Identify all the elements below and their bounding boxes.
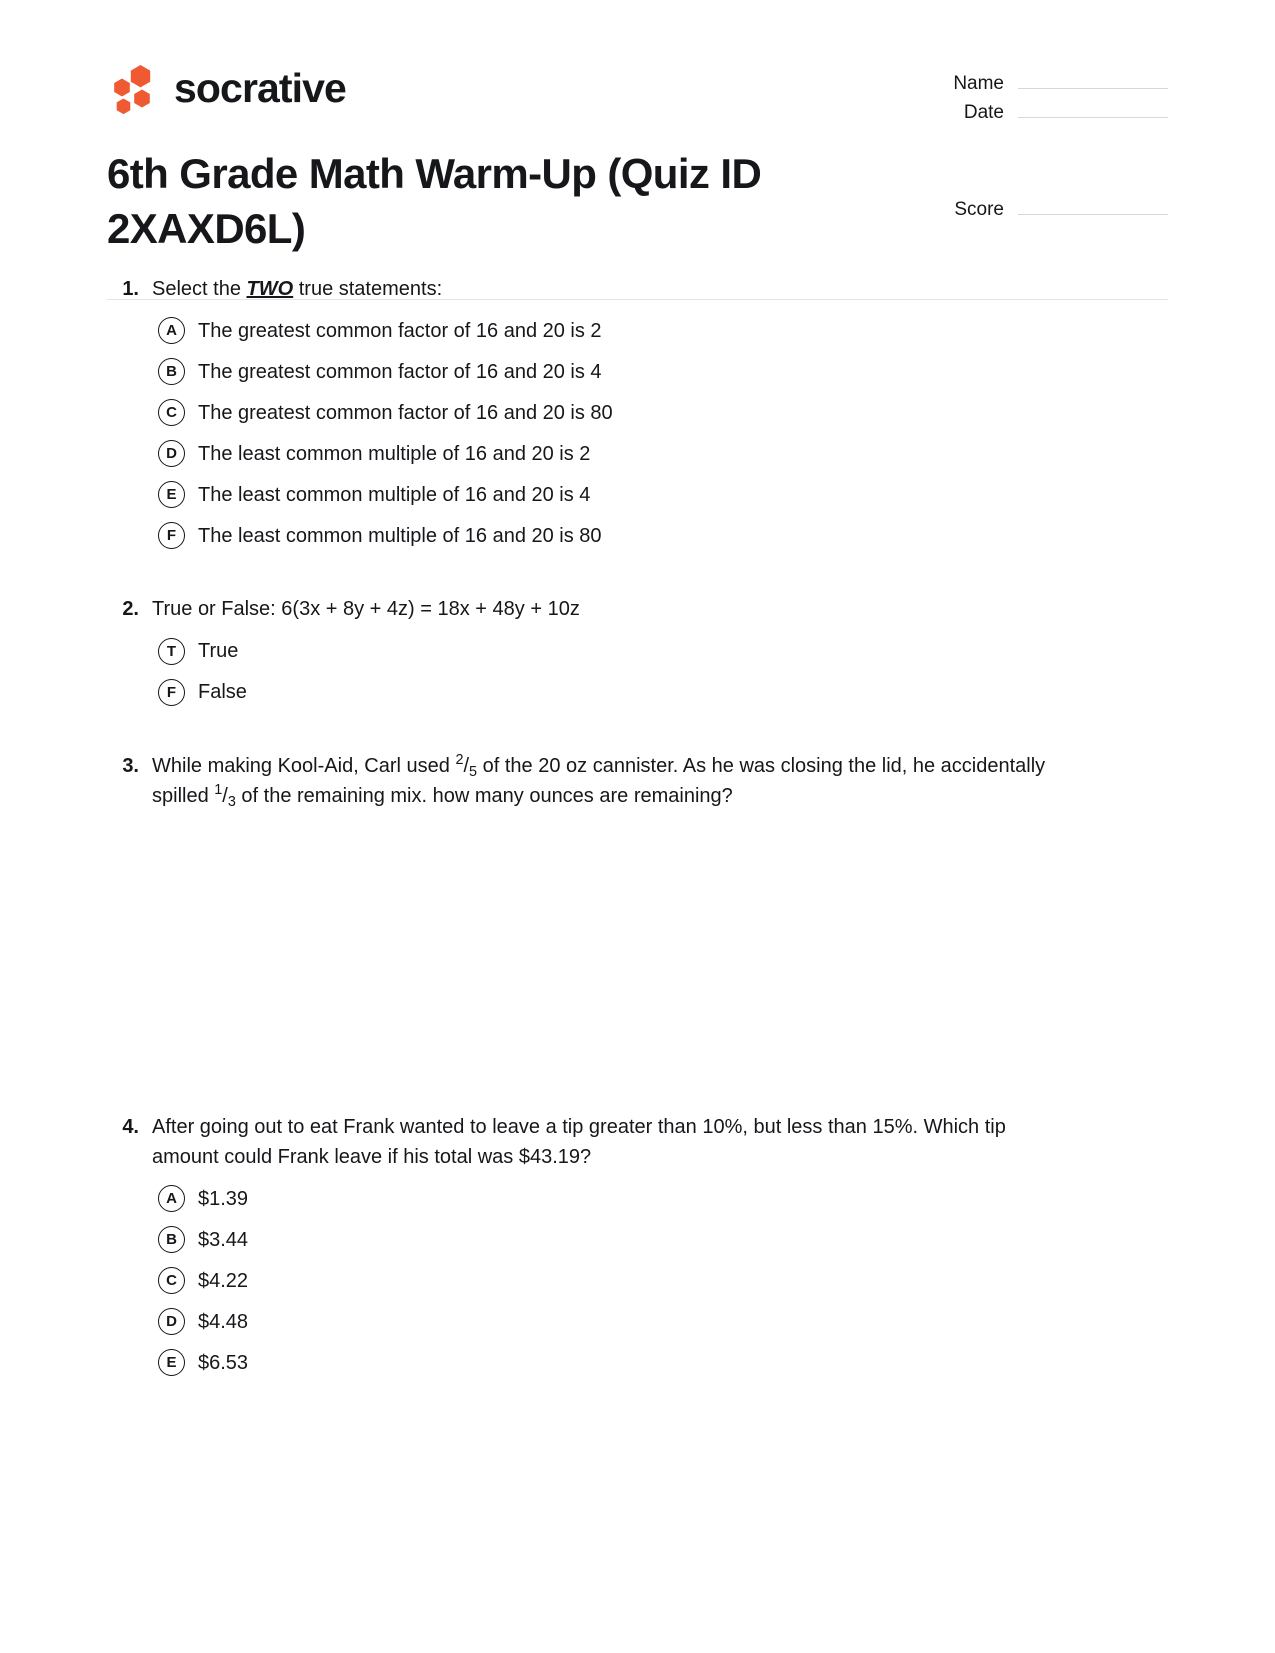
choice-4a-text: $1.39 (198, 1187, 249, 1210)
choice-1b[interactable] (107, 351, 1168, 392)
choice-4e-bubble[interactable]: E (158, 1349, 185, 1376)
socrative-hexagon-logo-icon (107, 62, 159, 114)
question-4-choices (107, 1178, 1168, 1383)
date-label: Date (963, 102, 1004, 123)
fraction-one-third-denominator: 3 (227, 794, 236, 811)
choice-1c-text: The greatest common factor of 16 and 20 is 80 (198, 401, 613, 424)
choice-1c-bubble[interactable]: C (158, 399, 185, 426)
choice-1f-text: The least common multiple of 16 and 20 is 80 (198, 524, 602, 547)
question-3-head (107, 751, 1168, 812)
question-1-emphasis: TWO (246, 278, 294, 300)
choice-2-true-bubble[interactable]: T (158, 638, 185, 665)
question-2-choices (107, 631, 1168, 713)
question-3-work-space[interactable] (107, 812, 1168, 1112)
question-4-head (107, 1112, 1168, 1173)
fraction-two-fifths-numerator: 2 (455, 751, 464, 768)
question-4-text: After going out to eat Frank wanted to leave a tip greater than 10%, but less than 15%. Which tip amount could Frank leave if his total was $43.19? (152, 1115, 1006, 1168)
choice-4d-bubble[interactable]: D (158, 1308, 185, 1335)
question-3-text-part3: of the remaining mix. how many ounces are remaining? (235, 785, 733, 808)
question-2-head (107, 594, 1168, 624)
choice-4e-text: $6.53 (198, 1351, 249, 1374)
question-3-number: 3. (122, 754, 139, 777)
question-3-text (152, 751, 1057, 812)
choice-2-true-text: True (198, 640, 239, 663)
question-1-text (152, 274, 1168, 304)
name-field-row (928, 70, 1168, 99)
question-2-number: 2. (122, 598, 139, 621)
student-meta-fields (928, 70, 1168, 128)
question-3-text-part1: While making Kool-Aid, Carl used (152, 754, 456, 777)
name-label: Name (953, 73, 1004, 94)
socrative-wordmark: socrative (174, 64, 346, 111)
spacer-after-q2 (107, 713, 1168, 751)
choice-4a[interactable] (107, 1178, 1168, 1219)
question-1 (107, 274, 1168, 556)
choice-1b-text: The greatest common factor of 16 and 20 is 4 (198, 360, 602, 383)
date-write-line[interactable] (1018, 99, 1168, 118)
choice-4a-bubble[interactable]: A (158, 1185, 185, 1212)
page-title: 6th Grade Math Warm-Up (Quiz ID 2XAXD6L) (107, 150, 762, 253)
choice-4b-text: $3.44 (198, 1228, 249, 1251)
question-3-text-part2: of the 20 oz cannister. As he was closing the lid, he accidentally spilled (152, 754, 1046, 808)
choice-4e[interactable] (107, 1342, 1168, 1383)
fraction-two-fifths-denominator: 5 (469, 763, 478, 780)
choice-1e-text: The least common multiple of 16 and 20 is 4 (198, 483, 591, 506)
choice-2-false-text: False (198, 681, 247, 704)
choice-1a-text: The greatest common factor of 16 and 20 is 2 (198, 319, 602, 342)
choice-1f-bubble[interactable]: F (158, 522, 185, 549)
choice-4d[interactable] (107, 1301, 1168, 1342)
question-4 (107, 1112, 1168, 1384)
choice-4c-text: $4.22 (198, 1269, 249, 1292)
choice-1d-bubble[interactable]: D (158, 440, 185, 467)
choice-1e[interactable] (107, 474, 1168, 515)
score-write-line[interactable] (1018, 196, 1168, 215)
question-1-head (107, 274, 1168, 304)
questions-list (107, 240, 1168, 1383)
choice-1d[interactable] (107, 433, 1168, 474)
question-2 (107, 594, 1168, 712)
choice-1d-text: The least common multiple of 16 and 20 is 2 (198, 442, 591, 465)
spacer-after-q1 (107, 556, 1168, 594)
worksheet-header (107, 0, 1168, 253)
fraction-one-third: $^1/_3$ (214, 782, 236, 811)
choice-4d-text: $4.48 (198, 1310, 249, 1333)
question-2-text: True or False: 6(3x + 8y + 4z) = 18x + 48y + 10z (152, 598, 580, 621)
score-field-row (928, 196, 1168, 225)
fraction-one-third-numerator: 1 (214, 782, 223, 799)
choice-4b[interactable] (107, 1219, 1168, 1260)
choice-1e-bubble[interactable]: E (158, 481, 185, 508)
choice-4c-bubble[interactable]: C (158, 1267, 185, 1294)
score-label: Score (954, 199, 1004, 220)
question-1-number: 1. (122, 278, 139, 300)
question-1-choices (107, 310, 1168, 556)
question-1-text-suffix: true statements: (293, 278, 443, 300)
socrative-logo (107, 62, 346, 114)
score-meta-field (928, 196, 1168, 225)
question-1-text-prefix: Select the (152, 278, 247, 300)
question-4-number: 4. (122, 1115, 139, 1138)
fraction-two-fifths: $^2/_5$ (455, 751, 478, 780)
choice-1a[interactable] (107, 310, 1168, 351)
choice-2-false[interactable] (107, 672, 1168, 713)
choice-1b-bubble[interactable]: B (158, 358, 185, 385)
choice-2-false-bubble[interactable]: F (158, 679, 185, 706)
question-3 (107, 751, 1168, 1112)
choice-1c[interactable] (107, 392, 1168, 433)
choice-4c[interactable] (107, 1260, 1168, 1301)
choice-1f[interactable] (107, 515, 1168, 556)
choice-1a-bubble[interactable]: A (158, 317, 185, 344)
choice-4b-bubble[interactable]: B (158, 1226, 185, 1253)
choice-2-true[interactable] (107, 631, 1168, 672)
name-write-line[interactable] (1018, 70, 1168, 89)
date-field-row (928, 99, 1168, 128)
